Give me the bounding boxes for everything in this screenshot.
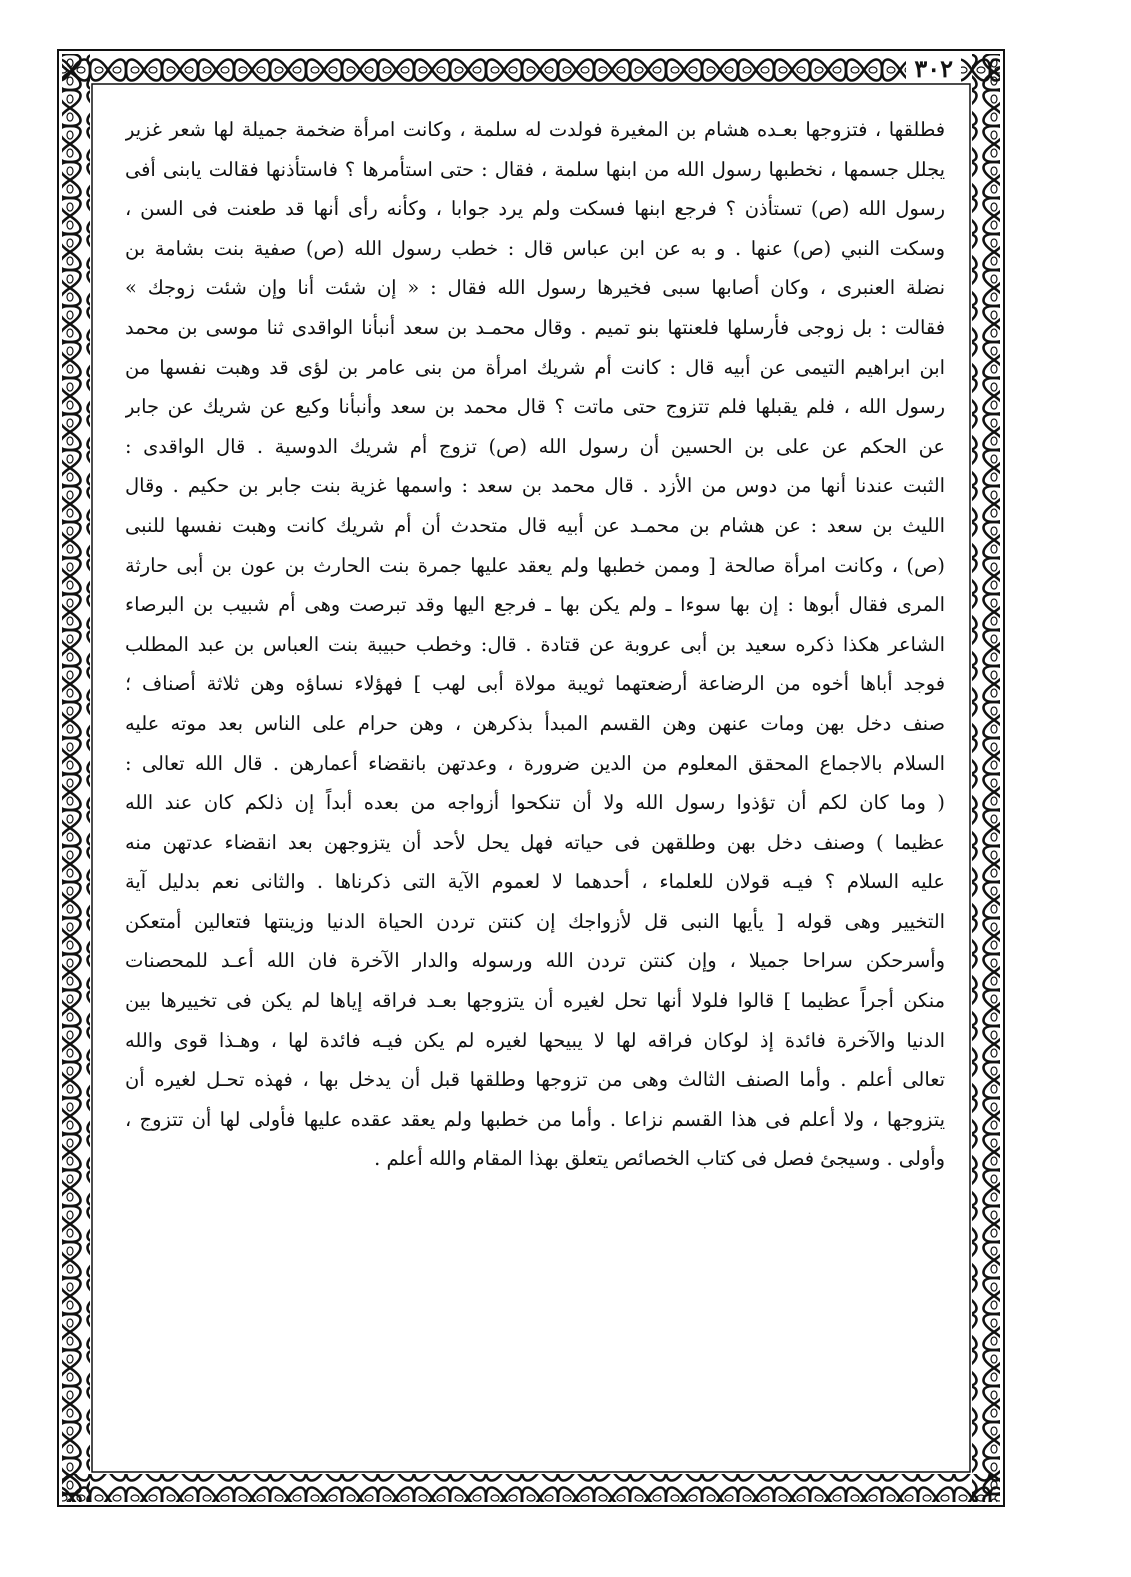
text-line: رسول الله (ص) تستأذن ؟ فرجع ابنها فسكت ولم يرد جوابا ، وكأنه رأى أنها قد طعنت فى السن ، xyxy=(125,197,945,221)
text-line: التخيير وهى قوله [ يأيها النبى قل لأزواجك إن كنتن تردن الحياة الدنيا وزينتها فتعالين أمتعكن xyxy=(125,909,945,933)
text-line: المرى فقال أبوها : إن بها سوءا ـ ولم يكن بها ـ فرجع اليها وقد تبرصت وهى أم شبيب بن البرصاء xyxy=(125,593,945,617)
text-line: الثبت عندنا أنها من دوس من الأزد . قال محمد بن سعد : واسمها غزية بنت جابر بن حكيم . وقال xyxy=(125,474,945,498)
text-line: ابن ابراهيم التيمى عن أبيه قال : كانت أم شريك امرأة من بنى عامر بن لؤى قد وهبت نفسها من xyxy=(125,355,945,379)
text-line: فقالت : بل زوجى فأرسلها فلعنتها بنو تميم . وقال محمـد بن سعد أنبأنا الواقدى ثنا موسى بن محمد xyxy=(125,315,945,339)
text-line: عن الحكم عن على بن الحسين أن رسول الله (ص) تزوج أم شريك الدوسية . قال الواقدى : xyxy=(125,434,945,458)
text-line: منكن أجراً عظيما ] قالوا فلولا أنها تحل لغيره أن يتزوجها بعـد فراقه إياها لم يكن فى تخييرها بين xyxy=(125,989,945,1013)
text-line: الدنيا والآخرة فائدة إذ لوكان فراقه لها لا يبيحها لغيره لم يكن فيـه فائدة لها ، وهـذا قوى والله xyxy=(125,1028,945,1052)
text-line: عظيما ) وصنف دخل بهن وطلقهن فى حياته فهل يحل لأحد أن يتزوجهن بعد انقضاء عدتهن منه xyxy=(125,830,945,854)
text-line: رسول الله ، فلم يقبلها فلم تتزوج حتى ماتت ؟ قال محمد بن سعد وأنبأنا وكيع عن شريك عن جابر xyxy=(125,395,945,419)
text-line: (ص) ، وكانت امرأة صالحة [ وممن خطبها ولم يعقد عليها جمرة بنت الحارث بن عون بن أبى حارثة xyxy=(125,553,945,577)
text-line: عليه السلام ؟ فيـه قولان للعلماء ، أحدهما لا لعموم الآية التى ذكرناها . والثانى نعم بدليل آية xyxy=(125,870,945,894)
text-line: وسكت النبي (ص) عنها . و به عن ابن عباس قال : خطب رسول الله (ص) صفية بنت بشامة بن xyxy=(125,236,945,260)
text-line: صنف دخل بهن ومات عنهن وهن القسم المبدأ بذكرهن ، وهن حرام على الناس بعد موته عليه xyxy=(125,711,945,735)
text-line: الليث بن سعد : عن هشام بن محمـد عن أبيه قال متحدث أن أم شريك كانت وهبت نفسها للنبى xyxy=(125,513,945,537)
text-line: السلام بالاجماع المحقق المعلوم من الدين ضرورة ، وعدتهن بانقضاء أعمارهن . قال الله تعالى : xyxy=(125,751,945,775)
text-line: فطلقها ، فتزوجها بعـده هشام بن المغيرة فولدت له سلمة ، وكانت امرأة ضخمة جميلة لها شعر غزير xyxy=(125,118,945,141)
text-line: ( وما كان لكم أن تؤذوا رسول الله ولا أن تنكحوا أزواجه من بعده أبداً إن ذلكم كان عند الله xyxy=(125,791,945,815)
text-line: يتزوجها ، ولا أعلم فى هذا القسم نزاعا . وأما من خطبها ولم يعقد عقده عليها فأولى لها أن تتزوج ، xyxy=(125,1107,945,1131)
text-line: تعالى أعلم . وأما الصنف الثالث وهى من تزوجها وطلقها قبل أن يدخل بها ، فهذه تحـل لغيره أن xyxy=(125,1068,945,1092)
text-line: نضلة العنبرى ، وكان أصابها سبى فخيرها رسول الله فقال : « إن شئت أنا وإن شئت زوجك » xyxy=(125,276,945,300)
text-line: فوجد أباها أخوه من الرضاعة أرضعتهما ثويبة مولاة أبى لهب ] فهؤلاء نساؤه وهن ثلاثة أصناف ؛ xyxy=(125,672,945,696)
text-line: يجلل جسمها ، نخطبها رسول الله من ابنها سلمة ، فقال : حتى استأمرها ؟ فاستأذنها فقالت يابنى أفى xyxy=(125,157,945,181)
text-line: وأولى . وسيجئ فصل فى كتاب الخصائص يتعلق بهذا المقام والله أعلم . xyxy=(374,1147,945,1171)
text-line: الشاعر هكذا ذكره سعيد بن أبى عروبة عن قتادة . قال: وخطب حبيبة بنت العباس بن عبد المطلب xyxy=(125,632,945,656)
page-number: ٣٠٢ xyxy=(906,54,961,83)
page-text xyxy=(125,110,945,1450)
text-line: وأسرحكن سراحا جميلا ، وإن كنتن تردن الله ورسوله والدار الآخرة فان الله أعـد للمحصنات xyxy=(125,949,945,973)
